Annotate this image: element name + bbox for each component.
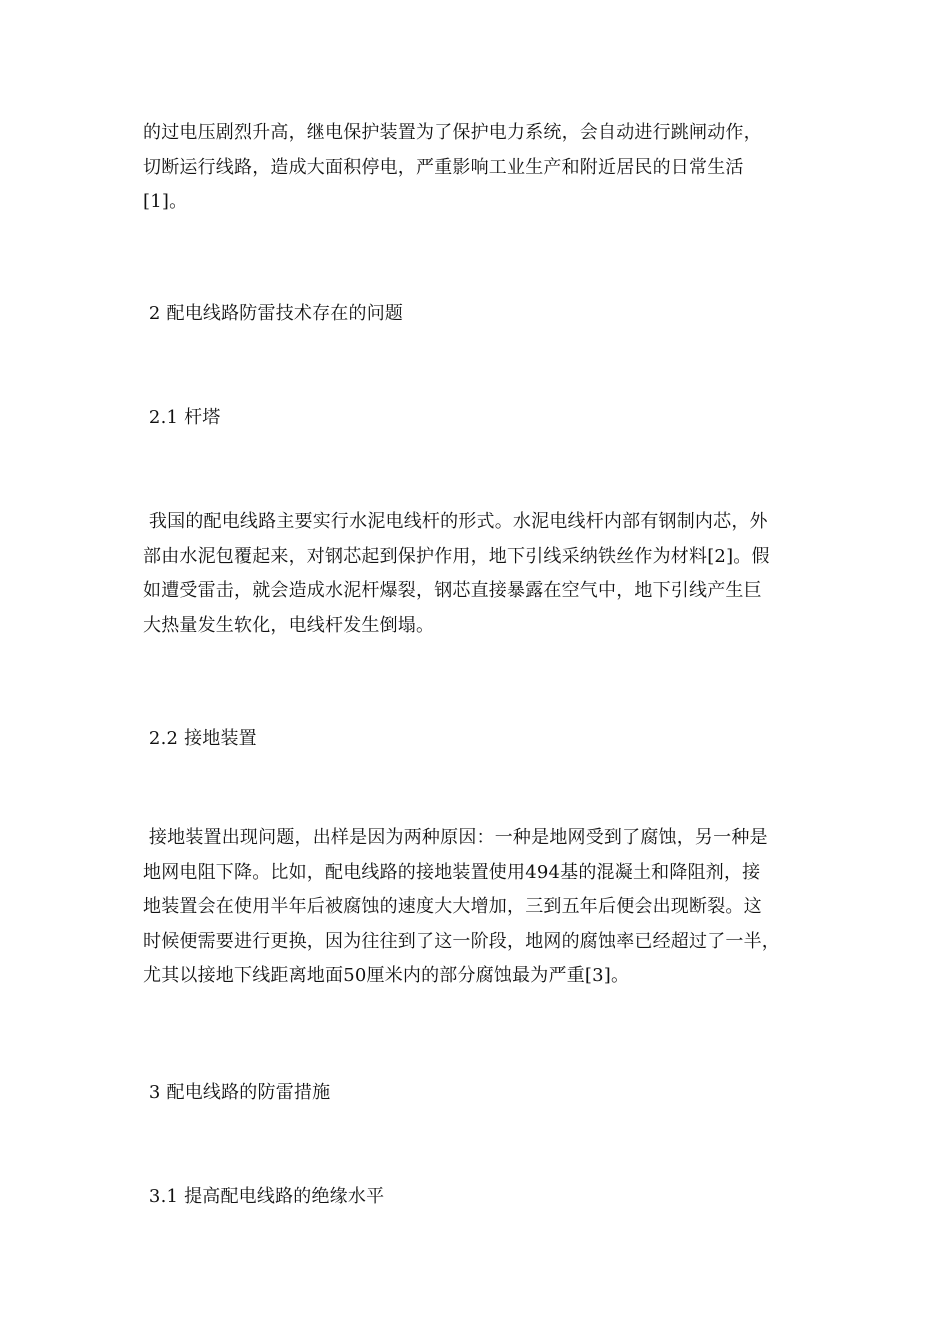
paragraph-line: [1]。 (143, 191, 188, 212)
section-2-2-paragraph (143, 821, 809, 994)
section-2-1-heading: 2.1 杆塔 (143, 407, 221, 428)
paragraph-line: 地装置会在使用半年后被腐蚀的速度大大增加，三到五年后便会出现断裂。这 (143, 896, 762, 917)
section-3-1-heading: 3.1 提高配电线路的绝缘水平 (143, 1186, 385, 1207)
paragraph-line: 大热量发生软化，电线杆发生倒塌。 (143, 614, 435, 636)
section-2-1-paragraph (143, 505, 809, 643)
continuation-paragraph (143, 116, 809, 220)
paragraph-line: 时候便需要进行更换，因为往往到了这一阶段，地网的腐蚀率已经超过了一半， (143, 930, 780, 952)
paragraph-line: 我国的配电线路主要实行水泥电线杆的形式。水泥电线杆内部有钢制内芯，外 (143, 511, 768, 532)
section-2-2-heading: 2.2 接地装置 (143, 728, 257, 749)
paragraph-line: 的过电压剧烈升高，继电保护装置为了保护电力系统，会自动进行跳闸动作， (143, 122, 762, 143)
section-2-heading: 2 配电线路防雷技术存在的问题 (143, 303, 404, 324)
paragraph-line: 切断运行线路，造成大面积停电，严重影响工业生产和附近居民的日常生活 (143, 156, 744, 178)
section-3-heading: 3 配电线路的防雷措施 (143, 1082, 331, 1103)
paragraph-line: 接地装置出现问题，出样是因为两种原因：一种是地网受到了腐蚀，另一种是 (143, 827, 768, 848)
paragraph-line: 尤其以接地下线距离地面50厘米内的部分腐蚀最为严重[3]。 (143, 965, 630, 986)
paragraph-line: 部由水泥包覆起来，对钢芯起到保护作用，地下引线采纳铁丝作为材料[2]。假 (143, 545, 770, 567)
paragraph-line: 如遭受雷击，就会造成水泥杆爆裂，钢芯直接暴露在空气中，地下引线产生巨 (143, 580, 762, 601)
paragraph-line: 地网电阻下降。比如，配电线路的接地装置使用494基的混凝土和降阻剂，接 (143, 861, 761, 883)
